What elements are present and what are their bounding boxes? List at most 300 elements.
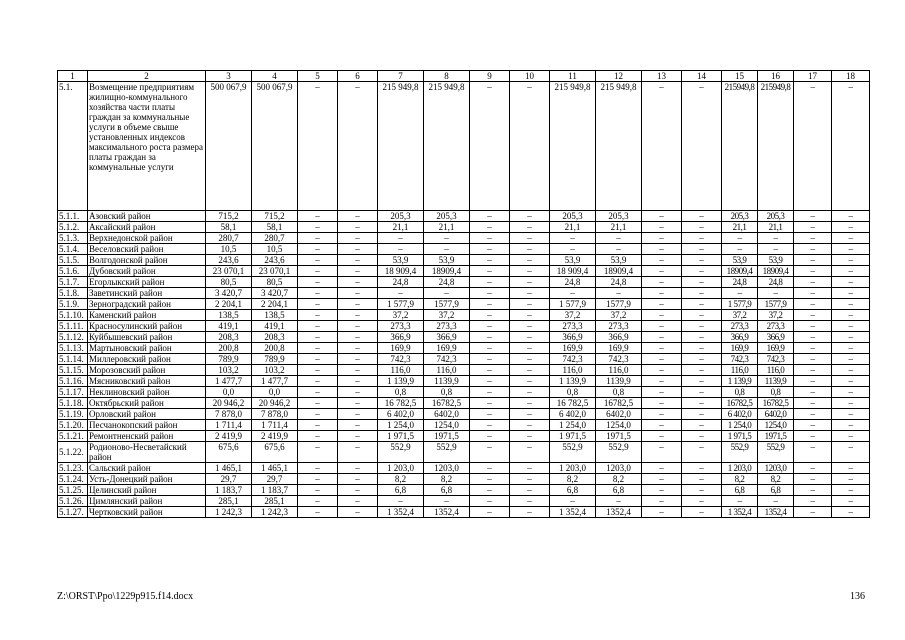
table-cell: 1 465,1 bbox=[206, 463, 252, 474]
table-cell: – bbox=[470, 354, 510, 365]
table-row bbox=[58, 387, 870, 398]
table-cell: 2 419,9 bbox=[252, 431, 298, 442]
table-cell: – bbox=[510, 496, 550, 507]
row-name: Мартыновский район bbox=[88, 343, 206, 354]
table-cell: – bbox=[298, 354, 338, 365]
row-name: Аксайский район bbox=[88, 222, 206, 233]
table-cell: – bbox=[794, 255, 832, 266]
table-cell: – bbox=[338, 431, 378, 442]
table-cell: 215 949,8 bbox=[378, 82, 424, 211]
row-number: 5.1.3. bbox=[58, 233, 88, 244]
table-cell: – bbox=[642, 387, 682, 398]
table-cell: – bbox=[832, 420, 870, 431]
table-row bbox=[58, 409, 870, 420]
table-cell: – bbox=[794, 233, 832, 244]
table-cell: – bbox=[550, 233, 596, 244]
table-cell: 1577,9 bbox=[758, 299, 794, 310]
table-cell: 273,3 bbox=[378, 321, 424, 332]
row-name: Азовский район bbox=[88, 211, 206, 222]
table-cell: 58,1 bbox=[206, 222, 252, 233]
table-cell: 742,3 bbox=[758, 354, 794, 365]
table-cell: 675,6 bbox=[252, 442, 298, 463]
row-name: Родионово-Несветайский район bbox=[88, 442, 206, 463]
table-cell: – bbox=[682, 343, 722, 354]
table-cell: – bbox=[682, 398, 722, 409]
table-cell: 200,8 bbox=[252, 343, 298, 354]
table-cell: – bbox=[832, 387, 870, 398]
table-cell: 1 254,0 bbox=[550, 420, 596, 431]
table-cell: – bbox=[510, 354, 550, 365]
row-number: 5.1.14. bbox=[58, 354, 88, 365]
table-cell: – bbox=[510, 332, 550, 343]
table-cell: 37,2 bbox=[722, 310, 758, 321]
table-cell: 18 909,4 bbox=[550, 266, 596, 277]
table-cell: – bbox=[510, 299, 550, 310]
table-cell: 1 477,7 bbox=[206, 376, 252, 387]
table-cell: 6,8 bbox=[550, 485, 596, 496]
table-cell: 6402,0 bbox=[596, 409, 642, 420]
table-cell: – bbox=[470, 211, 510, 222]
table-cell: 1971,5 bbox=[424, 431, 470, 442]
table-cell: – bbox=[642, 288, 682, 299]
table-cell: – bbox=[424, 244, 470, 255]
table-cell: – bbox=[832, 255, 870, 266]
row-name: Морозовский район bbox=[88, 365, 206, 376]
table-cell: – bbox=[510, 420, 550, 431]
row-name: Дубовский район bbox=[88, 266, 206, 277]
table-cell: 103,2 bbox=[206, 365, 252, 376]
table-cell: – bbox=[794, 222, 832, 233]
table-cell: – bbox=[832, 507, 870, 518]
table-cell: – bbox=[298, 299, 338, 310]
table-cell: – bbox=[338, 82, 378, 211]
row-name: Волгодонской район bbox=[88, 255, 206, 266]
table-cell: – bbox=[596, 233, 642, 244]
table-cell: 2 204,1 bbox=[252, 299, 298, 310]
row-name: Каменский район bbox=[88, 310, 206, 321]
row-number: 5.1.7. bbox=[58, 277, 88, 288]
table-cell: 273,3 bbox=[424, 321, 470, 332]
table-cell: – bbox=[510, 343, 550, 354]
table-cell: 24,8 bbox=[550, 277, 596, 288]
table-row bbox=[58, 332, 870, 343]
table-cell: 23 070,1 bbox=[252, 266, 298, 277]
table-cell: – bbox=[794, 485, 832, 496]
table-cell: – bbox=[682, 321, 722, 332]
table-cell: – bbox=[470, 277, 510, 288]
table-cell: – bbox=[682, 255, 722, 266]
table-cell: – bbox=[338, 354, 378, 365]
table-cell: – bbox=[832, 474, 870, 485]
table-cell: – bbox=[642, 310, 682, 321]
row-name: Верхнедонской район bbox=[88, 233, 206, 244]
table-cell: – bbox=[758, 496, 794, 507]
table-cell: 1 352,4 bbox=[550, 507, 596, 518]
table-cell: – bbox=[510, 387, 550, 398]
table-cell: – bbox=[794, 376, 832, 387]
column-header: 2 bbox=[88, 71, 206, 82]
table-cell: – bbox=[338, 507, 378, 518]
table-cell: 280,7 bbox=[206, 233, 252, 244]
table-cell: – bbox=[832, 409, 870, 420]
row-number: 5.1.16. bbox=[58, 376, 88, 387]
table-cell: – bbox=[682, 266, 722, 277]
row-number: 5.1.22. bbox=[58, 442, 88, 463]
table-cell: – bbox=[298, 332, 338, 343]
table-cell: – bbox=[794, 244, 832, 255]
table-cell: 1971,5 bbox=[596, 431, 642, 442]
table-row bbox=[58, 431, 870, 442]
table-cell: 116,0 bbox=[424, 365, 470, 376]
table-cell: – bbox=[642, 398, 682, 409]
table-cell: 58,1 bbox=[252, 222, 298, 233]
table-cell: 1 183,7 bbox=[206, 485, 252, 496]
table-cell: 366,9 bbox=[424, 332, 470, 343]
table-cell: – bbox=[338, 442, 378, 463]
table-row bbox=[58, 496, 870, 507]
table-cell: 2 204,1 bbox=[206, 299, 252, 310]
row-number: 5.1.23. bbox=[58, 463, 88, 474]
table-cell: 273,3 bbox=[722, 321, 758, 332]
row-number: 5.1.11. bbox=[58, 321, 88, 332]
table-cell: – bbox=[470, 387, 510, 398]
row-number: 5.1.4. bbox=[58, 244, 88, 255]
table-cell: 1203,0 bbox=[596, 463, 642, 474]
table-cell: – bbox=[378, 288, 424, 299]
row-name: Усть-Донецкий район bbox=[88, 474, 206, 485]
table-cell: 21,1 bbox=[378, 222, 424, 233]
table-cell: – bbox=[470, 299, 510, 310]
table-cell: 8,2 bbox=[758, 474, 794, 485]
table-row bbox=[58, 310, 870, 321]
table-row bbox=[58, 354, 870, 365]
table-cell: – bbox=[794, 343, 832, 354]
table-cell: 366,9 bbox=[550, 332, 596, 343]
table-cell: 1203,0 bbox=[758, 463, 794, 474]
table-cell: 0,8 bbox=[550, 387, 596, 398]
table-cell: 37,2 bbox=[550, 310, 596, 321]
table-cell: 1 242,3 bbox=[206, 507, 252, 518]
table-cell: 23 070,1 bbox=[206, 266, 252, 277]
table-cell: – bbox=[794, 332, 832, 343]
row-name: Песчанокопский район bbox=[88, 420, 206, 431]
table-cell: 205,3 bbox=[378, 211, 424, 222]
table-cell: 419,1 bbox=[252, 321, 298, 332]
table-cell: – bbox=[298, 474, 338, 485]
table-cell: – bbox=[298, 442, 338, 463]
row-name: Веселовский район bbox=[88, 244, 206, 255]
table-cell: – bbox=[682, 222, 722, 233]
table-cell: – bbox=[338, 420, 378, 431]
table-cell: – bbox=[424, 288, 470, 299]
table-cell: – bbox=[298, 255, 338, 266]
table-row bbox=[58, 222, 870, 233]
table-cell: 169,9 bbox=[722, 343, 758, 354]
table-cell: – bbox=[832, 233, 870, 244]
table-cell: – bbox=[378, 496, 424, 507]
table-cell: 715,2 bbox=[252, 211, 298, 222]
table-cell: 29,7 bbox=[252, 474, 298, 485]
table-cell: 1 577,9 bbox=[722, 299, 758, 310]
table-cell: 18 909,4 bbox=[378, 266, 424, 277]
table-cell: – bbox=[832, 244, 870, 255]
table-cell: – bbox=[642, 222, 682, 233]
table-cell: – bbox=[642, 442, 682, 463]
table-cell: 1 711,4 bbox=[252, 420, 298, 431]
table-cell: 742,3 bbox=[550, 354, 596, 365]
table-cell: 6,8 bbox=[722, 485, 758, 496]
column-header: 6 bbox=[338, 71, 378, 82]
table-cell: – bbox=[682, 82, 722, 211]
table-cell: – bbox=[682, 420, 722, 431]
table-row bbox=[58, 365, 870, 376]
column-header: 11 bbox=[550, 71, 596, 82]
table-cell: 16782,5 bbox=[722, 398, 758, 409]
table-cell: – bbox=[338, 222, 378, 233]
table-cell: 0,8 bbox=[722, 387, 758, 398]
table-cell: – bbox=[298, 321, 338, 332]
table-cell: 21,1 bbox=[596, 222, 642, 233]
table-cell: – bbox=[298, 431, 338, 442]
table-cell: – bbox=[682, 463, 722, 474]
table-cell: – bbox=[682, 288, 722, 299]
table-cell: – bbox=[794, 277, 832, 288]
table-cell: – bbox=[832, 310, 870, 321]
table-cell: 1139,9 bbox=[758, 376, 794, 387]
table-cell: 0,0 bbox=[206, 387, 252, 398]
table-cell: 16782,5 bbox=[758, 398, 794, 409]
table-cell: – bbox=[642, 332, 682, 343]
table-cell: 24,8 bbox=[722, 277, 758, 288]
table-cell: – bbox=[832, 376, 870, 387]
table-cell: – bbox=[642, 409, 682, 420]
table-cell: – bbox=[642, 211, 682, 222]
table-cell: 1 465,1 bbox=[252, 463, 298, 474]
table-cell: – bbox=[470, 321, 510, 332]
table-cell: – bbox=[642, 321, 682, 332]
table-cell: – bbox=[470, 398, 510, 409]
table-cell: 1577,9 bbox=[424, 299, 470, 310]
table-cell: 1 352,4 bbox=[378, 507, 424, 518]
table-cell: 552,9 bbox=[378, 442, 424, 463]
table-cell: – bbox=[298, 288, 338, 299]
table-cell: 280,7 bbox=[252, 233, 298, 244]
table-cell: – bbox=[722, 244, 758, 255]
row-name: Возмещение предприятиям жилищно-коммунального хозяйства части платы граждан за коммунальные услуги в объеме свыше установленных индексов максимального роста размера платы граждан за коммунальные услуги bbox=[88, 82, 206, 211]
table-cell: 3 420,7 bbox=[252, 288, 298, 299]
table-cell: – bbox=[298, 420, 338, 431]
table-cell: 8,2 bbox=[596, 474, 642, 485]
table-cell: 21,1 bbox=[758, 222, 794, 233]
table-cell: 243,6 bbox=[252, 255, 298, 266]
table-cell: – bbox=[470, 332, 510, 343]
table-cell: – bbox=[642, 463, 682, 474]
table-cell: 169,9 bbox=[550, 343, 596, 354]
table-cell: – bbox=[298, 82, 338, 211]
table-cell: – bbox=[298, 376, 338, 387]
table-cell: 1577,9 bbox=[596, 299, 642, 310]
table-header-row bbox=[58, 71, 870, 82]
table-cell: 552,9 bbox=[758, 442, 794, 463]
table-cell: – bbox=[832, 332, 870, 343]
table-cell: 215 949,8 bbox=[550, 82, 596, 211]
row-number: 5.1.12. bbox=[58, 332, 88, 343]
table-cell: 552,9 bbox=[424, 442, 470, 463]
table-cell: 169,9 bbox=[758, 343, 794, 354]
table-cell: – bbox=[642, 496, 682, 507]
table-cell: – bbox=[470, 485, 510, 496]
table-cell: 53,9 bbox=[596, 255, 642, 266]
table-cell: – bbox=[510, 82, 550, 211]
row-number: 5.1.2. bbox=[58, 222, 88, 233]
row-name: Ремонтненский район bbox=[88, 431, 206, 442]
row-number: 5.1. bbox=[58, 82, 88, 211]
table-row bbox=[58, 244, 870, 255]
row-name: Сальский район bbox=[88, 463, 206, 474]
table-cell: – bbox=[550, 288, 596, 299]
table-cell: – bbox=[832, 398, 870, 409]
table-cell: 0,0 bbox=[252, 387, 298, 398]
table-cell: – bbox=[470, 474, 510, 485]
table-cell: 24,8 bbox=[758, 277, 794, 288]
table-cell: 215 949,8 bbox=[424, 82, 470, 211]
table-cell: – bbox=[470, 343, 510, 354]
row-number: 5.1.1. bbox=[58, 211, 88, 222]
table-cell: – bbox=[338, 376, 378, 387]
table-cell: – bbox=[682, 233, 722, 244]
table-cell: – bbox=[338, 343, 378, 354]
table-cell: – bbox=[682, 507, 722, 518]
table-row bbox=[58, 266, 870, 277]
table-cell: – bbox=[470, 82, 510, 211]
table-cell: 205,3 bbox=[424, 211, 470, 222]
table-cell: 18909,4 bbox=[758, 266, 794, 277]
row-number: 5.1.13. bbox=[58, 343, 88, 354]
table-cell: – bbox=[722, 496, 758, 507]
table-row bbox=[58, 485, 870, 496]
table-cell: – bbox=[682, 485, 722, 496]
table-cell: 366,9 bbox=[722, 332, 758, 343]
row-number: 5.1.18. bbox=[58, 398, 88, 409]
table-cell: – bbox=[470, 496, 510, 507]
table-cell: 208,3 bbox=[206, 332, 252, 343]
table-cell: – bbox=[682, 365, 722, 376]
table-cell: – bbox=[470, 431, 510, 442]
table-cell: 1352,4 bbox=[596, 507, 642, 518]
table-cell: 789,9 bbox=[252, 354, 298, 365]
table-cell: – bbox=[682, 277, 722, 288]
column-header: 16 bbox=[758, 71, 794, 82]
table-cell: 53,9 bbox=[378, 255, 424, 266]
table-cell: 80,5 bbox=[206, 277, 252, 288]
table-cell: 0,8 bbox=[758, 387, 794, 398]
table-cell: 53,9 bbox=[758, 255, 794, 266]
table-cell: 8,2 bbox=[424, 474, 470, 485]
table-cell: – bbox=[832, 343, 870, 354]
table-cell: – bbox=[682, 332, 722, 343]
table-cell: – bbox=[596, 496, 642, 507]
table-cell: 37,2 bbox=[596, 310, 642, 321]
table-cell: – bbox=[510, 288, 550, 299]
table-cell: 205,3 bbox=[550, 211, 596, 222]
row-number: 5.1.9. bbox=[58, 299, 88, 310]
row-name: Куйбышевский район bbox=[88, 332, 206, 343]
table-cell: 21,1 bbox=[722, 222, 758, 233]
row-name: Октябрьский район bbox=[88, 398, 206, 409]
table-cell: 243,6 bbox=[206, 255, 252, 266]
row-number: 5.1.17. bbox=[58, 387, 88, 398]
table-cell: 742,3 bbox=[378, 354, 424, 365]
table-cell: – bbox=[298, 496, 338, 507]
table-cell: – bbox=[832, 442, 870, 463]
table-cell: – bbox=[470, 244, 510, 255]
table-cell: – bbox=[794, 266, 832, 277]
table-cell: – bbox=[642, 244, 682, 255]
table-cell: – bbox=[510, 255, 550, 266]
table-cell: – bbox=[832, 288, 870, 299]
table-cell: – bbox=[510, 266, 550, 277]
column-header: 8 bbox=[424, 71, 470, 82]
table-cell: – bbox=[832, 82, 870, 211]
table-row bbox=[58, 82, 870, 211]
column-header: 1 bbox=[58, 71, 88, 82]
table-cell: – bbox=[510, 507, 550, 518]
table-cell: 37,2 bbox=[758, 310, 794, 321]
table-row bbox=[58, 233, 870, 244]
row-number: 5.1.5. bbox=[58, 255, 88, 266]
table-cell: 1 203,0 bbox=[378, 463, 424, 474]
table-cell: – bbox=[682, 474, 722, 485]
table-cell: 200,8 bbox=[206, 343, 252, 354]
table-cell: – bbox=[794, 409, 832, 420]
table-cell: 6 402,0 bbox=[550, 409, 596, 420]
table-cell: – bbox=[338, 365, 378, 376]
table-cell: 1 203,0 bbox=[550, 463, 596, 474]
row-number: 5.1.26. bbox=[58, 496, 88, 507]
table-cell: 1 577,9 bbox=[550, 299, 596, 310]
table-cell: – bbox=[794, 365, 832, 376]
table-cell: – bbox=[298, 343, 338, 354]
row-number: 5.1.8. bbox=[58, 288, 88, 299]
table-cell: – bbox=[682, 496, 722, 507]
table-cell: – bbox=[642, 354, 682, 365]
table-cell: – bbox=[642, 266, 682, 277]
table-cell: – bbox=[794, 354, 832, 365]
table-cell: 205,3 bbox=[758, 211, 794, 222]
table-cell: – bbox=[832, 299, 870, 310]
column-header: 12 bbox=[596, 71, 642, 82]
table-cell: – bbox=[722, 233, 758, 244]
row-name: Егорлыкский район bbox=[88, 277, 206, 288]
data-table bbox=[57, 70, 870, 518]
table-cell: 24,8 bbox=[596, 277, 642, 288]
table-cell: – bbox=[682, 387, 722, 398]
table-cell: – bbox=[758, 233, 794, 244]
table-cell: 1971,5 bbox=[758, 431, 794, 442]
table-cell: – bbox=[794, 211, 832, 222]
table-cell: – bbox=[470, 222, 510, 233]
table-cell: – bbox=[642, 365, 682, 376]
table-cell: – bbox=[794, 420, 832, 431]
table-cell: 366,9 bbox=[596, 332, 642, 343]
row-number: 5.1.19. bbox=[58, 409, 88, 420]
table-cell: 6402,0 bbox=[424, 409, 470, 420]
table-cell: – bbox=[682, 354, 722, 365]
table-row bbox=[58, 463, 870, 474]
table-cell: – bbox=[596, 244, 642, 255]
table-cell: 8,2 bbox=[378, 474, 424, 485]
table-cell: – bbox=[470, 507, 510, 518]
